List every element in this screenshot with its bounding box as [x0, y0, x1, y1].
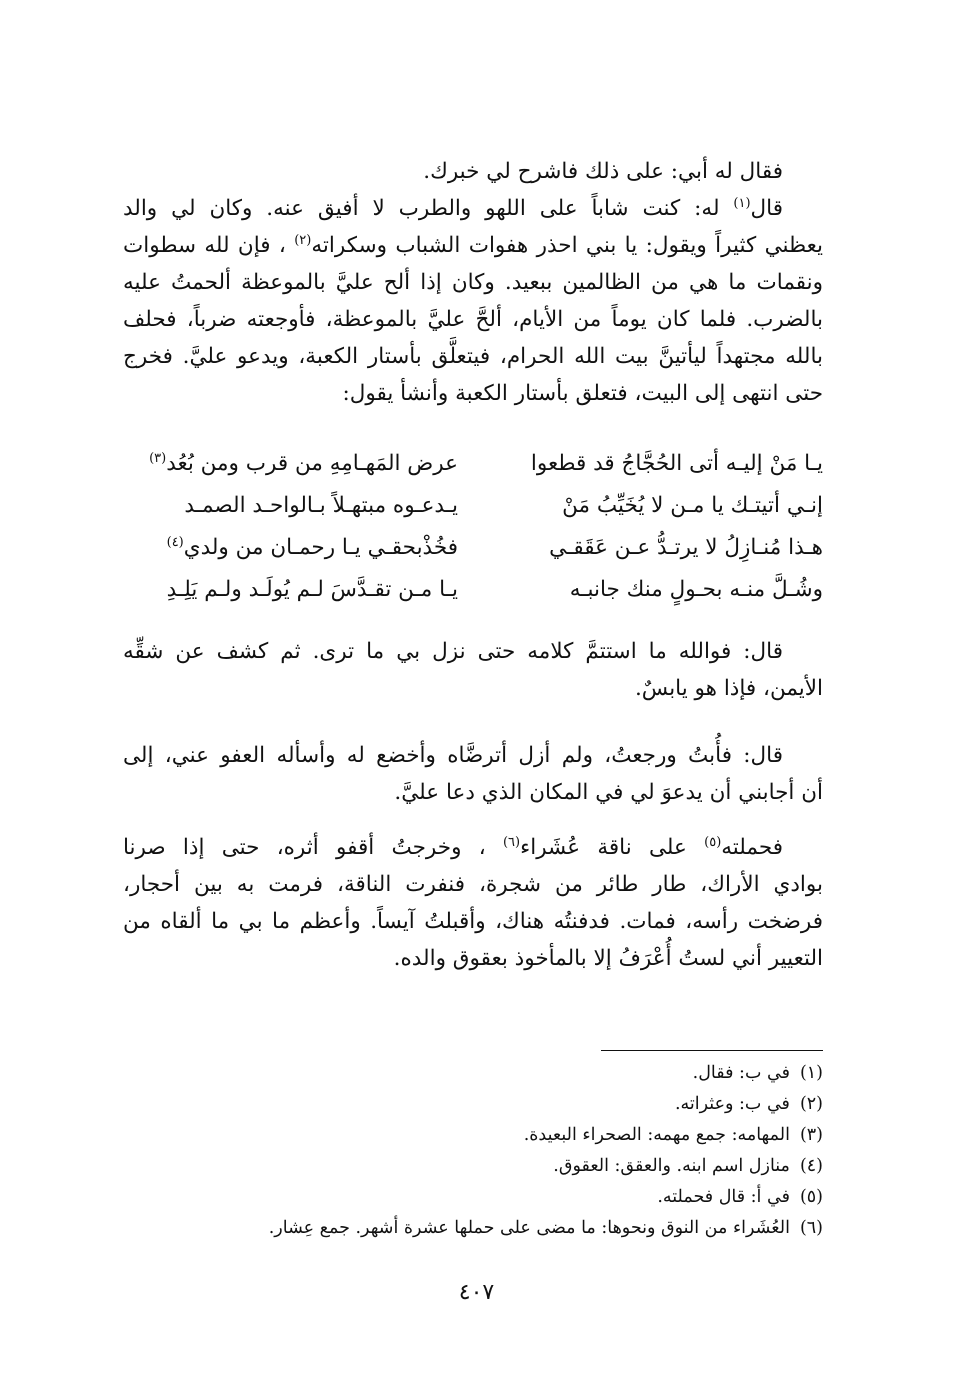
- text-line: الأيمن، فإذا هو يابسٌ.: [634, 676, 823, 701]
- footnote-mark: (٣): [149, 450, 167, 466]
- text-fragment: عرض المَهـامِهِ من قرب ومن بُعُد: [166, 451, 458, 476]
- footnote: [123, 1213, 823, 1244]
- poem: [123, 451, 823, 619]
- footnote-number: (٤): [799, 1156, 823, 1176]
- footnote-mark: (٥): [704, 834, 722, 850]
- footnote-text: في ب: وعثراته.: [674, 1094, 790, 1114]
- footnote-number: (٢): [799, 1094, 823, 1114]
- poem-verse: [123, 577, 823, 619]
- text-line: التعيير أني لستُ أُعْرَفُ إلا بالمأخوذ بعقوق والده.: [393, 946, 823, 971]
- text-line: فقال له أبي: على ذلك فاشرح لي خبرك.: [423, 159, 783, 184]
- text-line: قال: فأُبتُ ورجعتُ، ولم أزل أترضَّاه وأخضع له وأسأله العفو عني، إلى: [123, 743, 783, 768]
- text-line: قال: فوالله ما استتمَّ كلامه حتى نزل بي ما ترى. ثم كشف عن شقِّه: [123, 639, 783, 664]
- text-fragment: يعظني كثيراً ويقول: يا بني احذر هفوات الشباب وسكراته: [311, 233, 823, 258]
- text-fragment: فحملته: [721, 835, 783, 860]
- text-line: بالله مجتهداً ليأتينَّ بيت الله الحرام، فيتعلَّق بأستار الكعبة، ويدعو عليَّ. فخرج: [123, 344, 823, 369]
- footnote-mark: (٤): [166, 534, 184, 550]
- text-fragment: له: كنت شاباً على اللهو والطرب لا أفيق عنه. وكان لي والد: [123, 196, 720, 221]
- footnote-number: (٦): [799, 1218, 823, 1238]
- footnote-number: (٥): [799, 1187, 823, 1207]
- text-line: حتى انتهى إلى البيت، فتعلق بأستار الكعبة وأنشأ يقول:: [342, 381, 823, 406]
- verse-second-hemistich: يـدعـوه مبتهـلاً بـالواحـد الصمـد: [184, 493, 458, 518]
- verse-first-hemistich: وشُـلَّ منـه بحـولٍ منك جانبـه: [569, 577, 823, 602]
- footnote: [123, 1151, 823, 1182]
- verse-first-hemistich: يـا مَنْ إليـه أتى الحُجَّاجُ قد قطعوا: [530, 451, 823, 476]
- page-number: ٤٠٧: [458, 1280, 495, 1305]
- footnote-mark: (١): [733, 195, 751, 211]
- footnote-mark: (٢): [294, 232, 312, 248]
- footnote-text: في أ: قال فحملته.: [657, 1187, 790, 1207]
- footnote: [123, 1089, 823, 1120]
- text-fragment: ، فإن لله سطوات: [123, 233, 286, 258]
- footnote-number: (١): [799, 1063, 823, 1083]
- text-fragment: فخُذْبحقـي يـا رحمـان من ولدي: [183, 535, 458, 560]
- footnote: [123, 1182, 823, 1213]
- footnotes: [123, 1058, 823, 1244]
- text-fragment: ، وخرجتُ أقفو أثره، حتى إذا صرنا: [123, 835, 486, 860]
- footnote-text: المهامه: جمع مهمه: الصحراء البعيدة.: [523, 1125, 790, 1145]
- footnote-text: منازل اسم ابنه. والعقق: العقوق.: [553, 1156, 790, 1176]
- verse-first-hemistich: هـذا مُنـازِلُ لا يرتـدُّ عـن عَقَقـي: [549, 535, 823, 560]
- footnote-separator: [601, 1050, 823, 1051]
- text-line: بالضرب. فلما كان يوماً من الأيام، ألحَّ عليَّ بالموعظة، فأوجعته ضرباً، فحلف: [123, 307, 823, 332]
- footnote-mark: (٦): [502, 834, 521, 850]
- text-line: ونقمات ما هي من الظالمين ببعيد. وكان إذا ألح عليَّ بالموعظة ألحمتُ عليه: [123, 270, 823, 295]
- text-line: فرضخت رأسه، فمات. فدفنتُه هناك، وأقبلتُ آيساً. وأعظم ما بي ما ألقاه من: [123, 909, 823, 934]
- paragraph-intro: [123, 153, 823, 190]
- poem-verse: [123, 451, 823, 493]
- verse-second-hemistich: [123, 451, 458, 476]
- verse-second-hemistich: [123, 535, 458, 560]
- text-line: [123, 190, 823, 227]
- text-fragment: قال: [750, 196, 783, 221]
- poem-verse: [123, 493, 823, 535]
- paragraph-story: [123, 190, 823, 412]
- verse-second-hemistich: يـا مـن تقـدَّسَ لـم يُولَـد ولـم يَلِـدِ: [166, 577, 458, 602]
- poem-verse: [123, 535, 823, 577]
- footnote-text: في ب: فقال.: [692, 1063, 790, 1083]
- footnote: [123, 1058, 823, 1089]
- paragraph-repentance: [123, 737, 823, 811]
- text-fragment: على ناقة عُشَراء: [520, 835, 687, 860]
- text-line: بوادي الأراك، طار طائر من شجرة، فنفرت الناقة، فرمت به بين أحجار،: [123, 872, 823, 897]
- paragraph-journey: [123, 829, 823, 977]
- footnote-number: (٣): [799, 1125, 823, 1145]
- verse-first-hemistich: إنـي أتيتـك يا مـن لا يُخَيِّبُ مَنْ: [562, 493, 823, 518]
- paragraph-result: [123, 633, 823, 707]
- text-line: [123, 227, 823, 264]
- footnote: [123, 1120, 823, 1151]
- text-line: أن أجابني أن يدعوَ لي في المكان الذي دعا عليَّ.: [394, 780, 823, 805]
- footnote-text: العُشَراء من النوق ونحوها: ما مضى على حملها عشرة أشهر. جمع عِشار.: [268, 1218, 790, 1238]
- text-line: [123, 829, 823, 866]
